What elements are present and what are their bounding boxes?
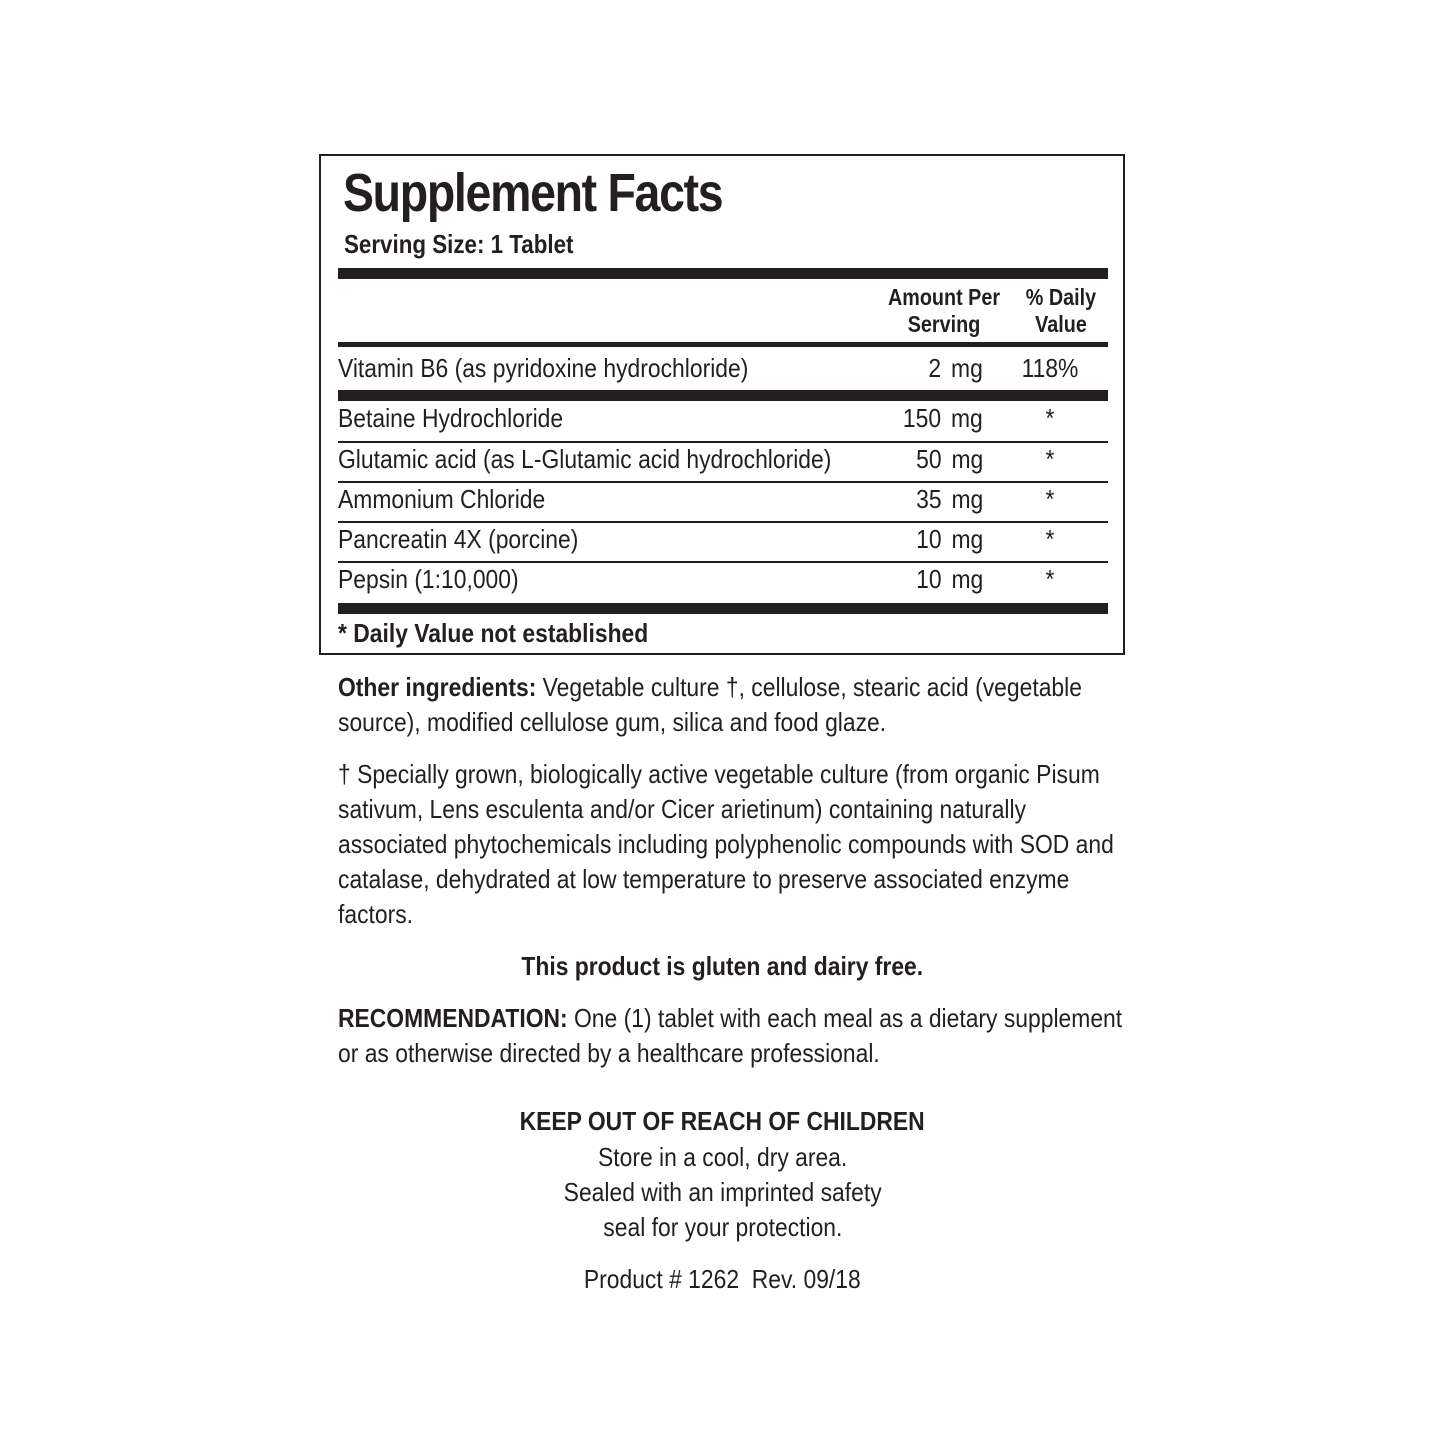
nutrient-dv: * bbox=[1045, 444, 1055, 474]
nutrient-amount: 2 mg bbox=[928, 353, 983, 383]
nutrient-amount: 10 mg bbox=[915, 564, 983, 594]
nutrient-name: Pancreatin 4X (porcine) bbox=[338, 524, 579, 554]
panel-title: Supplement Facts bbox=[343, 163, 723, 223]
seal-line-2 bbox=[0, 1210, 1445, 1245]
nutrient-name: Ammonium Chloride bbox=[338, 484, 546, 514]
nutrient-name: Betaine Hydrochloride bbox=[338, 403, 564, 433]
medium-divider bbox=[338, 342, 1108, 347]
nutrient-amount: 50 mg bbox=[915, 444, 983, 474]
serving-size: Serving Size: 1 Tablet bbox=[344, 229, 574, 259]
thick-divider bbox=[338, 390, 1108, 401]
allergen-text: This product is gluten and dairy free. bbox=[521, 951, 924, 981]
supplement-facts-panel bbox=[319, 154, 1125, 655]
nutrient-amount: 35 mg bbox=[915, 484, 983, 514]
seal-line-1 bbox=[0, 1175, 1445, 1210]
nutrient-dv: * bbox=[1045, 564, 1055, 594]
header-line: % Daily bbox=[1025, 284, 1097, 310]
nutrient-dv: * bbox=[1045, 403, 1055, 433]
other-ingredients-label: Other ingredients: bbox=[338, 672, 537, 702]
product-info bbox=[0, 1262, 1445, 1297]
storage-instructions bbox=[0, 1140, 1445, 1175]
warning-title bbox=[0, 1104, 1445, 1139]
seal-text: Sealed with an imprinted safety bbox=[563, 1177, 882, 1207]
header-line: Amount Per bbox=[887, 284, 1001, 310]
other-ingredients-text: Vegetable culture †, cellulose, stearic acid (vegetable source), modified cellulose gum, silica and food glaze. bbox=[338, 672, 1082, 737]
nutrient-amount: 150 mg bbox=[903, 403, 983, 433]
nutrient-dv: 118% bbox=[1021, 353, 1079, 383]
header-line: Serving bbox=[907, 311, 981, 337]
amount-per-serving-header bbox=[880, 284, 1009, 338]
recommendation-label: RECOMMENDATION: bbox=[338, 1003, 568, 1033]
thin-divider bbox=[338, 441, 1108, 443]
recommendation-text: One (1) tablet with each meal as a dietary supplement or as otherwise directed by a healthcare professional. bbox=[338, 1003, 1123, 1068]
thin-divider bbox=[338, 521, 1108, 523]
nutrient-name: Vitamin B6 (as pyridoxine hydrochloride) bbox=[338, 353, 749, 383]
product-info-text: Product # 1262 Rev. 09/18 bbox=[584, 1264, 861, 1294]
daily-value-footnote: * Daily Value not established bbox=[338, 618, 649, 648]
warning-title-text: KEEP OUT OF REACH OF CHILDREN bbox=[519, 1106, 926, 1136]
thick-divider bbox=[338, 603, 1108, 614]
nutrient-dv: * bbox=[1045, 524, 1055, 554]
thin-divider bbox=[338, 481, 1108, 483]
recommendation bbox=[338, 1001, 1130, 1071]
nutrient-amount: 10 mg bbox=[915, 524, 983, 554]
allergen-statement bbox=[0, 949, 1445, 984]
thin-divider bbox=[338, 561, 1108, 563]
storage-text: Store in a cool, dry area. bbox=[597, 1142, 848, 1172]
nutrient-dv: * bbox=[1045, 484, 1055, 514]
nutrient-name: Glutamic acid (as L-Glutamic acid hydrochloride) bbox=[338, 444, 832, 474]
thick-divider bbox=[338, 268, 1108, 279]
seal-text: seal for your protection. bbox=[602, 1212, 843, 1242]
daily-value-header bbox=[1020, 284, 1103, 338]
nutrient-name: Pepsin (1:10,000) bbox=[338, 564, 519, 594]
culture-note: † Specially grown, biologically active vegetable culture (from organic Pisum sativum, Lens esculenta and/or Cicer arietinum) containing naturally associated phytochemicals including polyphenolic compounds with SOD and catalase, dehydrated at low temperature to preserve associated enzyme factors. bbox=[338, 759, 1114, 929]
header-line: Value bbox=[1035, 311, 1087, 337]
other-ingredients bbox=[338, 670, 1130, 740]
